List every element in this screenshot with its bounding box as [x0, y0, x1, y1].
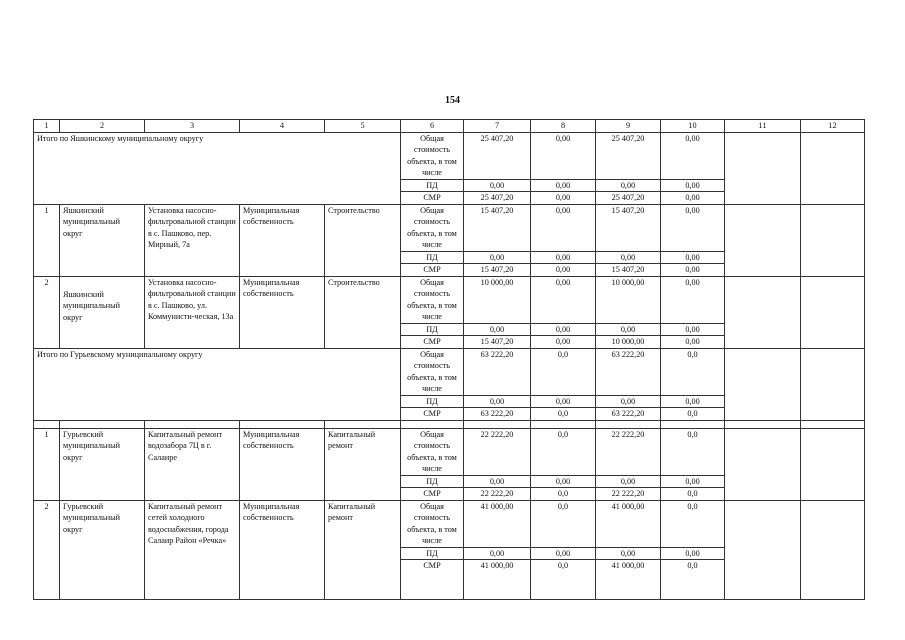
value-cell: 0,0 — [661, 500, 725, 547]
value-cell: 0,00 — [531, 192, 596, 205]
district-cell: Яшкинский муниципальный округ — [60, 276, 145, 348]
value-cell: 0,0 — [531, 560, 596, 600]
row-number: 2 — [34, 276, 60, 348]
value-cell: 22 222,20 — [596, 428, 661, 475]
value-cell: 25 407,20 — [596, 192, 661, 205]
work-type-cell: Капитальный ремонт — [325, 500, 401, 600]
empty-cell — [34, 420, 60, 428]
label-total-cost: Общая стоимость объекта, в том числе — [401, 500, 464, 547]
header-cell: 11 — [725, 120, 801, 133]
empty-cell — [725, 500, 801, 600]
object-cell: Капитальный ремонт сетей холодного водоснабжения, города Салаир Район «Речка» — [145, 500, 240, 600]
value-cell: 0,0 — [661, 348, 725, 395]
label-smr: СМР — [401, 264, 464, 277]
section-title: Итого по Яшкинскому муниципальному округу — [34, 132, 401, 204]
row-number: 1 — [34, 428, 60, 500]
value-cell: 0,00 — [464, 475, 531, 488]
work-type-cell: Капитальный ремонт — [325, 428, 401, 500]
empty-cell — [801, 348, 865, 420]
value-cell: 0,00 — [661, 251, 725, 264]
value-cell: 0,00 — [531, 323, 596, 336]
value-cell: 15 407,20 — [464, 204, 531, 251]
value-cell: 63 222,20 — [464, 408, 531, 421]
label-smr: СМР — [401, 560, 464, 600]
empty-cell — [801, 428, 865, 500]
value-cell: 15 407,20 — [596, 264, 661, 277]
empty-cell — [725, 132, 801, 204]
empty-cell — [240, 420, 325, 428]
value-cell: 41 000,00 — [464, 560, 531, 600]
value-cell: 0,00 — [464, 395, 531, 408]
empty-cell — [531, 420, 596, 428]
header-cell: 4 — [240, 120, 325, 133]
header-cell: 7 — [464, 120, 531, 133]
value-cell: 0,00 — [531, 179, 596, 192]
label-pd: ПД — [401, 251, 464, 264]
value-cell: 0,00 — [596, 475, 661, 488]
value-cell: 0,00 — [596, 179, 661, 192]
label-smr: СМР — [401, 488, 464, 501]
value-cell: 0,0 — [661, 560, 725, 600]
value-cell: 25 407,20 — [464, 132, 531, 179]
value-cell: 0,00 — [464, 179, 531, 192]
value-cell: 0,00 — [531, 395, 596, 408]
value-cell: 0,00 — [531, 276, 596, 323]
value-cell: 10 000,00 — [596, 336, 661, 349]
value-cell: 0,00 — [464, 251, 531, 264]
empty-cell — [145, 420, 240, 428]
district-cell: Яшкинский муниципальный округ — [60, 204, 145, 276]
value-cell: 22 222,20 — [464, 488, 531, 501]
value-cell: 0,0 — [531, 408, 596, 421]
object-cell: Установка насосно-фильтровальной станции в с. Пашково, ул. Коммунисти-ческая, 13а — [145, 276, 240, 348]
row-number: 2 — [34, 500, 60, 600]
value-cell: 0,0 — [531, 348, 596, 395]
ownership-cell: Муниципальная собственность — [240, 276, 325, 348]
value-cell: 25 407,20 — [596, 132, 661, 179]
label-total-cost: Общая стоимость объекта, в том числе — [401, 276, 464, 323]
empty-cell — [464, 420, 531, 428]
value-cell: 0,0 — [531, 488, 596, 501]
table-row — [34, 204, 865, 251]
value-cell: 10 000,00 — [464, 276, 531, 323]
value-cell: 0,00 — [531, 475, 596, 488]
empty-cell — [725, 204, 801, 276]
label-total-cost: Общая стоимость объекта, в том числе — [401, 428, 464, 475]
section-title: Итого по Гурьевскому муниципальному округу — [34, 348, 401, 420]
value-cell: 0,0 — [661, 408, 725, 421]
ownership-cell: Муниципальная собственность — [240, 500, 325, 600]
value-cell: 0,00 — [596, 395, 661, 408]
value-cell: 0,00 — [531, 264, 596, 277]
empty-cell — [801, 132, 865, 204]
value-cell: 0,00 — [531, 204, 596, 251]
value-cell: 0,00 — [661, 336, 725, 349]
header-cell: 10 — [661, 120, 725, 133]
label-smr: СМР — [401, 336, 464, 349]
label-pd: ПД — [401, 179, 464, 192]
empty-cell — [661, 420, 725, 428]
value-cell: 0,0 — [531, 428, 596, 475]
value-cell: 41 000,00 — [596, 500, 661, 547]
header-cell: 3 — [145, 120, 240, 133]
empty-cell — [801, 276, 865, 348]
object-cell: Установка насосно-фильтровальной станции в с. Пашково, пер. Мирный, 7а — [145, 204, 240, 276]
value-cell: 10 000,00 — [596, 276, 661, 323]
label-pd: ПД — [401, 547, 464, 560]
label-pd: ПД — [401, 395, 464, 408]
value-cell: 0,00 — [661, 475, 725, 488]
value-cell: 15 407,20 — [464, 336, 531, 349]
value-cell: 22 222,20 — [464, 428, 531, 475]
table-row — [34, 420, 865, 428]
value-cell: 0,00 — [531, 547, 596, 560]
value-cell: 0,0 — [531, 500, 596, 547]
district-cell: Гурьевский муниципальный округ — [60, 500, 145, 600]
empty-cell — [725, 428, 801, 500]
empty-cell — [725, 276, 801, 348]
label-total-cost: Общая стоимость объекта, в том числе — [401, 348, 464, 395]
header-cell: 6 — [401, 120, 464, 133]
value-cell: 0,00 — [596, 547, 661, 560]
header-cell: 9 — [596, 120, 661, 133]
value-cell: 0,00 — [661, 323, 725, 336]
value-cell: 0,00 — [531, 251, 596, 264]
work-type-cell: Строительство — [325, 204, 401, 276]
empty-cell — [401, 420, 464, 428]
empty-cell — [60, 420, 145, 428]
work-type-cell: Строительство — [325, 276, 401, 348]
table-row — [34, 428, 865, 475]
label-total-cost: Общая стоимость объекта, в том числе — [401, 132, 464, 179]
value-cell: 0,0 — [661, 488, 725, 501]
table-row — [34, 276, 865, 323]
empty-cell — [596, 420, 661, 428]
value-cell: 15 407,20 — [596, 204, 661, 251]
header-cell: 8 — [531, 120, 596, 133]
value-cell: 63 222,20 — [596, 348, 661, 395]
empty-cell — [801, 204, 865, 276]
ownership-cell: Муниципальная собственность — [240, 204, 325, 276]
value-cell: 0,00 — [661, 395, 725, 408]
value-cell: 15 407,20 — [464, 264, 531, 277]
label-total-cost: Общая стоимость объекта, в том числе — [401, 204, 464, 251]
table-row — [34, 500, 865, 547]
table-row — [34, 132, 865, 179]
empty-cell — [801, 420, 865, 428]
empty-cell — [325, 420, 401, 428]
header-cell: 12 — [801, 120, 865, 133]
header-cell: 1 — [34, 120, 60, 133]
empty-cell — [725, 420, 801, 428]
value-cell: 0,00 — [661, 179, 725, 192]
page-number: 154 — [445, 95, 460, 106]
value-cell: 63 222,20 — [464, 348, 531, 395]
label-pd: ПД — [401, 475, 464, 488]
empty-cell — [725, 348, 801, 420]
value-cell: 63 222,20 — [596, 408, 661, 421]
value-cell: 0,00 — [661, 204, 725, 251]
header-cell: 2 — [60, 120, 145, 133]
value-cell: 41 000,00 — [464, 500, 531, 547]
label-pd: ПД — [401, 323, 464, 336]
value-cell: 0,00 — [596, 251, 661, 264]
value-cell: 0,00 — [531, 336, 596, 349]
value-cell: 41 000,00 — [596, 560, 661, 600]
value-cell: 0,00 — [596, 323, 661, 336]
value-cell: 0,0 — [661, 428, 725, 475]
objects-table — [33, 119, 865, 600]
district-cell: Гурьевский муниципальный округ — [60, 428, 145, 500]
value-cell: 25 407,20 — [464, 192, 531, 205]
ownership-cell: Муниципальная собственность — [240, 428, 325, 500]
value-cell: 0,00 — [661, 192, 725, 205]
object-cell: Капитальный ремонт водозабора 7Ц в г. Салаире — [145, 428, 240, 500]
table-header-row — [34, 120, 865, 133]
value-cell: 0,00 — [661, 547, 725, 560]
row-number: 1 — [34, 204, 60, 276]
value-cell: 0,00 — [661, 132, 725, 179]
value-cell: 0,00 — [661, 264, 725, 277]
table-row — [34, 348, 865, 395]
value-cell: 0,00 — [531, 132, 596, 179]
header-cell: 5 — [325, 120, 401, 133]
value-cell: 0,00 — [661, 276, 725, 323]
label-smr: СМР — [401, 192, 464, 205]
value-cell: 0,00 — [464, 323, 531, 336]
empty-cell — [801, 500, 865, 600]
label-smr: СМР — [401, 408, 464, 421]
value-cell: 0,00 — [464, 547, 531, 560]
value-cell: 22 222,20 — [596, 488, 661, 501]
